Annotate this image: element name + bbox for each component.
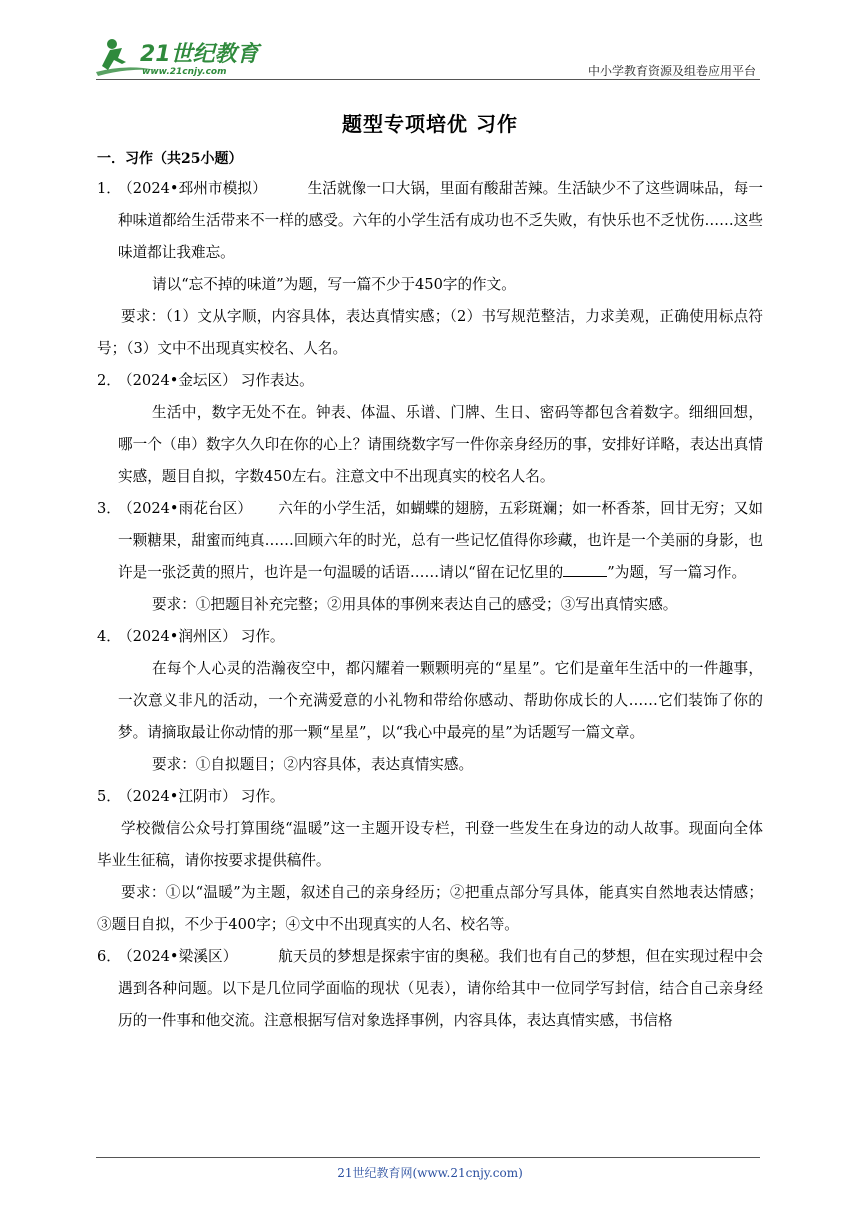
question-text: 生活就像一口大锅，里面有酸甜苦辣。生活缺少不了这些调味品，每一种味道都给生活带来不一样的感受。六年的小学生活有成功也不乏失败，有快乐也不乏忧伤……这些味道都让我难忘。 xyxy=(118,180,763,261)
question-source: （2024•金坛区） xyxy=(118,372,237,389)
question-text: 航天员的梦想是探索宇宙的奥秘。我们也有自己的梦想，但在实现过程中会遇到各种问题。以下是几位同学面临的现状（见表），请你给其中一位同学写封信，结合自己亲身经历的一件事和他交流。注意根据写信对象选择事例，内容具体，表达真情实感，书信格 xyxy=(118,948,763,1029)
question-number: 5． xyxy=(97,788,121,805)
svg-text:www.21cnjy.com: www.21cnjy.com xyxy=(142,67,227,77)
svg-text:21世纪教育: 21世纪教育 xyxy=(140,42,259,67)
question-source: （2024•润州区） xyxy=(118,628,237,645)
question-text: 六年的小学生活，如蝴蝶的翅膀，五彩斑斓；如一杯香茶，回甘无穷；又如一颗糖果，甜蜜而纯真……回顾六年的时光，总有一些记忆值得你珍藏，也许是一个美丽的身影，也许是一张泛黄的照片，也许是一句温暖的话语……请以“留在记忆里的 xyxy=(118,500,763,581)
question-source: （2024•雨花台区） xyxy=(118,500,245,517)
question-requirements: 要求：①以“温暖”为主题，叙述自己的亲身经历；②把重点部分写具体，能真实自然地表达情感；③题目自拟，不少于400字；④文中不出现真实的人名、校名等。 xyxy=(97,884,763,933)
header-divider xyxy=(96,79,760,80)
page-title: 题型专项培优 习作 xyxy=(342,112,518,136)
question-paragraph: 请以“忘不掉的味道”为题，写一篇不少于450字的作文。 xyxy=(152,276,516,293)
question-paragraph: 学校微信公众号打算围绕“温暖”这一主题开设专栏，刊登一些发生在身边的动人故事。现面向全体毕业生征稿，请你按要求提供稿件。 xyxy=(97,820,763,869)
question-number: 6． xyxy=(97,948,121,965)
question-3 xyxy=(97,493,763,621)
question-text: 习作。 xyxy=(240,628,285,645)
question-number: 2． xyxy=(97,372,121,389)
question-paragraph: 在每个人心灵的浩瀚夜空中，都闪耀着一颗颗明亮的“星星”。它们是童年生活中的一件趣事，一次意义非凡的活动，一个充满爱意的小礼物和带给你感动、帮助你成长的人……它们装饰了你的梦。请摘取最让你动情的那一颗“星星”，以“我心中最亮的星”为话题写一篇文章。 xyxy=(118,660,763,741)
footer-link[interactable]: 21世纪教育网(www.21cnjy.com) xyxy=(337,1166,523,1180)
fill-blank xyxy=(563,560,607,577)
question-4 xyxy=(97,621,763,781)
page-header xyxy=(96,36,760,80)
question-number: 4． xyxy=(97,628,121,645)
question-paragraph: 生活中，数字无处不在。钟表、体温、乐谱、门牌、生日、密码等都包含着数字。细细回想，哪一个（串）数字久久印在你的心上？请围绕数字写一件你亲身经历的事，安排好详略，表达出真情实感，题目自拟，字数450左右。注意文中不出现真实的校名人名。 xyxy=(118,404,763,485)
section-heading: 一．习作（共25小题） xyxy=(97,151,243,167)
question-source: （2024•梁溪区） xyxy=(118,948,231,965)
platform-name: 中小学教育资源及组卷应用平台 xyxy=(587,64,756,78)
question-text: 习作表达。 xyxy=(240,372,314,389)
question-text: 习作。 xyxy=(240,788,285,805)
question-5 xyxy=(97,781,763,941)
question-source: （2024•邳州市模拟） xyxy=(118,180,260,197)
question-1 xyxy=(97,173,763,365)
question-source: （2024•江阴市） xyxy=(118,788,237,805)
question-requirements: 要求：①自拟题目；②内容具体，表达真情实感。 xyxy=(152,756,474,773)
question-number: 3． xyxy=(97,500,121,517)
document-body xyxy=(97,148,763,1037)
question-requirements: 要求：（1）文从字顺，内容具体，表达真情实感；（2）书写规范整洁，力求美观，正确使用标点符号；（3）文中不出现真实校名、人名。 xyxy=(97,308,763,357)
question-number: 1． xyxy=(97,180,121,197)
question-6 xyxy=(97,941,763,1037)
21cnjy-logo xyxy=(96,36,266,78)
question-2 xyxy=(97,365,763,493)
footer-divider xyxy=(96,1157,760,1158)
question-text-end: ”为题，写一篇习作。 xyxy=(607,564,747,581)
question-requirements: 要求：①把题目补充完整；②用具体的事例来表达自己的感受；③写出真情实感。 xyxy=(152,596,678,613)
